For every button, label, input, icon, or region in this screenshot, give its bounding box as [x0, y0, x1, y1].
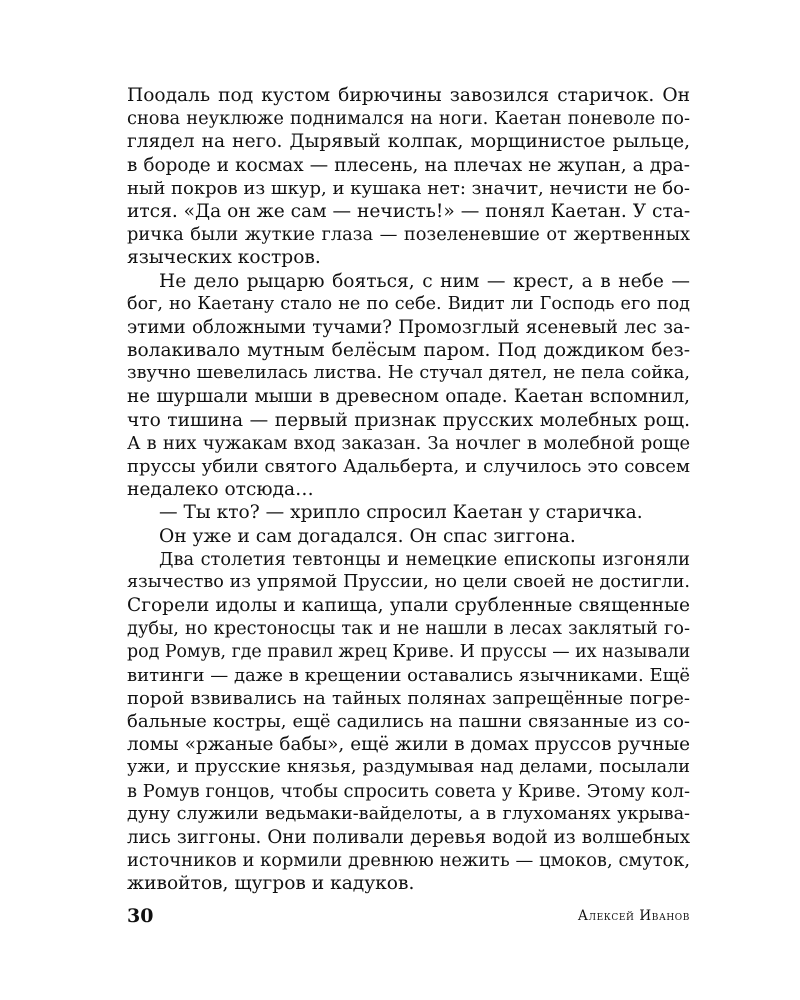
text-line: — Ты кто? — хрипло спросил Каетан у старичка.	[159, 502, 643, 524]
text-line: недалеко отсюда…	[127, 479, 314, 501]
text-line: снова неуклюже поднимался на ноги. Каетан поневоле по-	[127, 108, 690, 130]
text-line: А в них чужакам вход заказан. За ночлег в молебной роще	[127, 432, 690, 454]
page-number: 30	[127, 905, 154, 927]
text-line: источников и кормили древнюю нежить — цмоков, смуток,	[127, 850, 690, 872]
text-line: этими обложными тучами? Промозглый ясеневый лес за-	[127, 316, 690, 338]
text-line: дубы, но крестоносцы так и не нашли в лесах заклятый го-	[127, 618, 690, 640]
text-line: бальные костры, ещё садились на пашни связанные из со-	[127, 711, 690, 733]
text-line: ится. «Да он же сам — нечисть!» — понял Каетан. У ста-	[127, 200, 691, 222]
text-line: Сгорели идолы и капища, упали срубленные священные	[127, 595, 690, 617]
text-line: живойтов, щугров и кадуков.	[127, 873, 415, 895]
text-line: Поодаль под кустом бирючины завозился старичок. Он	[127, 85, 690, 106]
text-line: Он уже и сам догадался. Он спас зиггона.	[159, 525, 576, 547]
text-line: звучно шевелилась листва. Не стучал дятел, не пела сойка,	[127, 363, 690, 384]
text-line: витинги — даже в крещении оставались язычниками. Ещё	[127, 664, 690, 686]
text-line: бог, но Каетану стало не по себе. Видит ли Господь его под	[127, 293, 690, 314]
text-line: ный покров из шкур, и кушака нет: значит, нечисти не бо-	[127, 177, 690, 199]
text-line: Не дело рыцарю бояться, с ним — крест, а в небе —	[159, 270, 690, 292]
text-line: ужи, и прусские князья, раздумывая над делами, посылали	[127, 757, 690, 778]
text-line: не шуршали мыши в древесном опаде. Каетан вспомнил,	[127, 386, 690, 408]
text-line: глядел на него. Дырявый колпак, морщинистое рыльце,	[127, 131, 690, 153]
text-line: лись зиггоны. Они поливали деревья водой из волшебных	[127, 827, 690, 848]
text-line: что тишина — первый признак прусских молебных рощ.	[127, 409, 690, 431]
text-line: ломы «ржаные бабы», ещё жили в домах пруссов ручные	[127, 734, 690, 756]
text-line: дуну служили ведьмаки-вайделоты, а в глухоманях укрыва-	[127, 803, 690, 824]
text-line: в бороде и космах — плесень, на плечах не жупан, а дра-	[127, 154, 690, 176]
text-line: в Ромув гонцов, чтобы спросить совета у Криве. Этому кол-	[127, 780, 690, 802]
text-line: Два столетия тевтонцы и немецкие епископы изгоняли	[159, 548, 690, 570]
body-text	[127, 84, 690, 896]
text-line: язычество из упрямой Пруссии, но цели своей не достигли.	[127, 571, 690, 592]
text-line: ричка были жуткие глаза — позеленевшие от жертвенных	[127, 224, 690, 246]
text-line: род Ромув, где правил жрец Криве. И пруссы — их называли	[127, 641, 691, 662]
text-line: волакивало мутным белёсым паром. Под дождиком без-	[127, 340, 690, 362]
text-line: порой взвивались на тайных полянах запрещённые погре-	[127, 687, 690, 709]
text-line: пруссы убили святого Адальберта, и случилось это совсем	[127, 456, 690, 477]
text-line: языческих костров.	[127, 247, 321, 269]
running-footer-author: Алексей Иванов	[577, 908, 690, 924]
